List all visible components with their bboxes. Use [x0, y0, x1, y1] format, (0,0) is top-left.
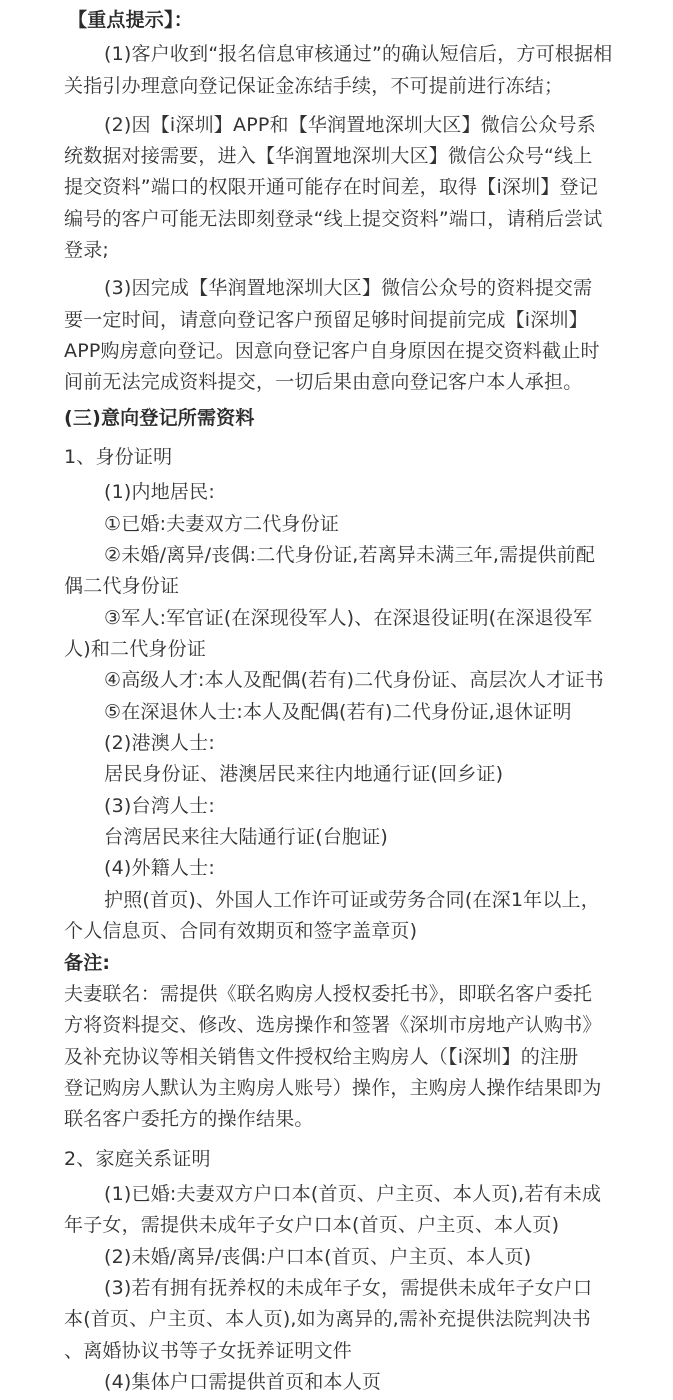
paragraph-line: 方将资料提交、修改、选房操作和签署《深圳市房地产认购书》	[64, 1014, 602, 1037]
paragraph-line: 提交资料”端口的权限开通可能存在时间差，取得【i深圳】登记	[64, 176, 598, 199]
paragraph-line: APP购房意向登记。因意向登记客户自身原因在提交资料截止时	[64, 340, 600, 363]
identity-heading: 1、身份证明	[64, 445, 173, 468]
tw-docs: 台湾居民来往大陆通行证(台胞证)	[104, 826, 389, 849]
paragraph-line: 及补充协议等相关销售文件授权给主购房人（【i深圳】的注册	[64, 1045, 579, 1068]
tw-label: (3)台湾人士:	[104, 794, 215, 817]
family-custody: (3)若有拥有抚养权的未成年子女，需提供未成年子女户口	[104, 1276, 593, 1299]
family-collective: (4)集体户口需提供首页和本人页	[104, 1371, 382, 1393]
paragraph-line: (1)客户收到“报名信息审核通过”的确认短信后，方可根据相	[104, 43, 613, 66]
family-married: (1)已婚:夫妻双方户口本(首页、户主页、本人页),若有未成	[104, 1182, 602, 1205]
paragraph-line: 要一定时间，请意向登记客户预留足够时间提前完成【i深圳】	[64, 308, 588, 331]
family-married-cont: 年子女，需提供未成年子女户口本(首页、户主页、本人页)	[64, 1214, 560, 1237]
hkmo-docs: 居民身份证、港澳居民来往内地通行证(回乡证)	[104, 763, 504, 786]
paragraph-line: (2)因【i深圳】APP和【华润置地深圳大区】微信公众号系	[104, 113, 596, 136]
key-tips-title: 【重点提示】：	[68, 8, 193, 31]
mainland-label: (1)内地居民:	[104, 481, 215, 504]
note-label: 备注:	[64, 951, 111, 974]
paragraph-line: 夫妻联名：需提供《联名购房人授权委托书》，即联名客户委托	[64, 982, 593, 1005]
foreign-label: (4)外籍人士:	[104, 857, 215, 880]
family-custody-cont2: 、离婚协议书等子女抚养证明文件	[64, 1339, 353, 1362]
unmarried-item: ②未婚/离异/丧偶:二代身份证,若离异未满三年,需提供前配	[104, 543, 596, 566]
talent-item: ④高级人才:本人及配偶(若有)二代身份证、高层次人才证书	[104, 669, 604, 692]
paragraph-line: 关指引办理意向登记保证金冻结手续，不可提前进行冻结；	[64, 75, 564, 98]
military-item: ③军人:军官证(在深现役军人)、在深退役证明(在深退役军	[104, 606, 593, 629]
foreign-docs-cont: 个人信息页、合同有效期页和签字盖章页)	[64, 920, 418, 943]
paragraph-line: (3)因完成【华润置地深圳大区】微信公众号的资料提交需	[104, 277, 593, 300]
paragraph-line: 联名客户委托方的操作结果。	[64, 1108, 314, 1131]
paragraph-line: 登录;	[64, 239, 110, 262]
paragraph-line: 编号的客户可能无法即刻登录“线上提交资料”端口，请稍后尝试	[64, 207, 603, 230]
section-title: (三)意向登记所需资料	[64, 406, 255, 429]
unmarried-item-cont: 偶二代身份证	[64, 575, 180, 598]
family-heading: 2、家庭关系证明	[64, 1147, 211, 1170]
family-unmarried: (2)未婚/离异/丧偶:户口本(首页、户主页、本人页)	[104, 1245, 532, 1268]
paragraph-line: 登记购房人默认为主购房人账号）操作，主购房人操作结果即为	[64, 1077, 602, 1099]
retired-item: ⑤在深退休人士:本人及配偶(若有)二代身份证,退休证明	[104, 700, 572, 723]
hkmo-label: (2)港澳人士:	[104, 732, 215, 755]
paragraph-line: 统数据对接需要，进入【华润置地深圳大区】微信公众号“线上	[64, 145, 593, 168]
paragraph-line: 间前无法完成资料提交，一切后果由意向登记客户本人承担。	[64, 371, 583, 394]
family-custody-cont: 本(首页、户主页、本人页),如为离异的,需补充提供法院判决书	[64, 1308, 591, 1331]
married-item: ①已婚:夫妻双方二代身份证	[104, 512, 340, 535]
military-item-cont: 人)和二代身份证	[64, 637, 207, 660]
foreign-docs: 护照(首页)、外国人工作许可证或劳务合同(在深1年以上，	[104, 888, 600, 911]
